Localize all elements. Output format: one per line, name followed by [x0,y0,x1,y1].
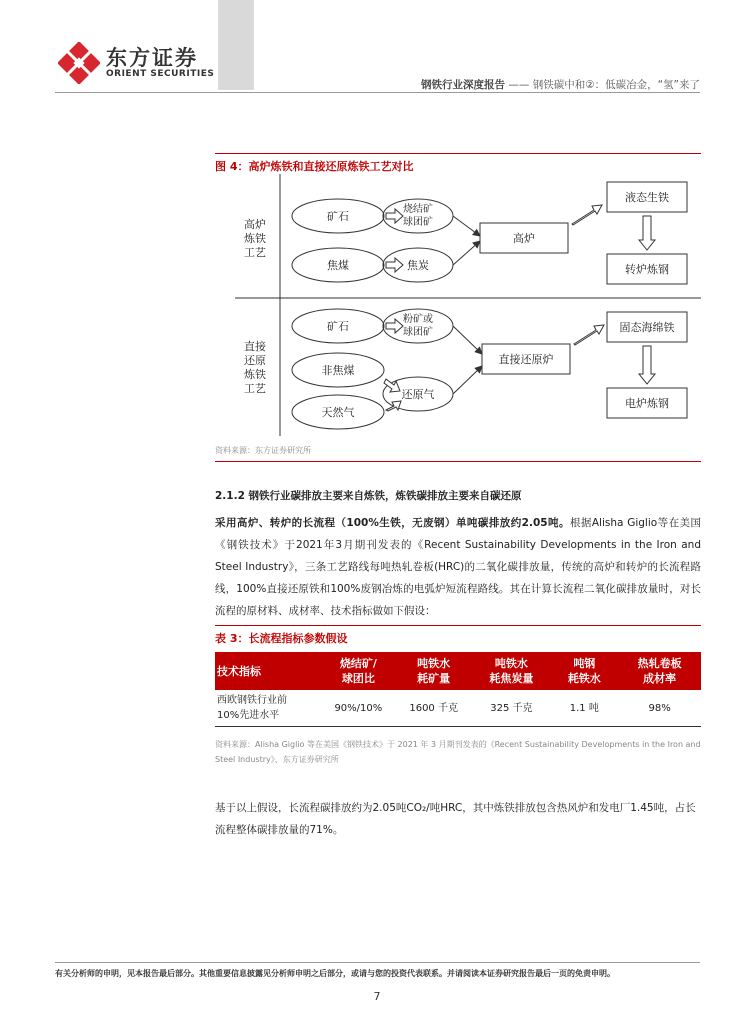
bf-row-label-2: 炼铁 [244,232,266,245]
paragraph-1-lead: 采用高炉、转炉的长流程（100%生铁，无废钢）单吨碳排放约2.05吨。 [215,517,570,529]
page-number: 7 [373,990,381,1003]
dr-row-label-2: 还原 [244,354,266,367]
report-title: 钢铁碳中和②：低碳冶金，“氢”来了 [532,79,700,91]
table-cell: 1.1 吨 [550,690,618,727]
header-decor-band [218,0,254,90]
table-cell: 90%/10% [322,690,395,727]
bf-output-liquid-iron-label: 液态生铁 [625,191,669,204]
header-separator: —— [508,79,530,91]
orient-logo-icon [58,42,100,84]
table-cell: 325 千克 [473,690,551,727]
table-3-source: 资料来源：Alisha Giglio 等在美国《钢铁技术》于 2021 年 3 月期刊发表的《Recent Sustainability Developments in the Iron and Steel Industry》、东方证券研究所 [215,740,701,764]
dr-output-sponge-label: 固态海绵铁 [619,321,675,334]
dr-mid-fine-ore-label: 粉矿或 [403,314,433,325]
bf-row-label-1: 高炉 [244,218,266,231]
bf-mid-pellet-label: 球团矿 [403,217,433,228]
bf-input-coal-label: 焦煤 [327,259,349,272]
footer-disclaimer: 有关分析师的申明，见本报告最后部分。其他重要信息披露见分析师申明之后部分，或请与您的投资代表联系。并请阅读本证券研究报告最后一页的免责申明。 [55,969,615,978]
bf-mid-sinter-label: 烧结矿 [403,204,433,215]
dr-row-label-1: 直接 [244,340,266,353]
dr-input-gas-label: 天然气 [321,406,355,419]
dr-input-non-coking-label: 非焦煤 [321,364,355,377]
dr-mid-pellet-label: 球团矿 [403,327,433,338]
paragraph-2: 基于以上假设，长流程碳排放约为2.05吨CO₂/吨HRC，其中炼铁排放包含热风炉和发电厂1.45吨，占长流程整体碳排放量的71%。 [215,802,696,836]
table-3-title: 表 3：长流程指标参数假设 [215,625,701,649]
table-header-row [215,652,701,690]
logo-chinese-name: 东方证券 [106,46,198,70]
header-rule [55,92,700,93]
table-row [215,690,701,727]
table-cell: 1600 千克 [395,690,473,727]
paragraph-1-body: 根据Alisha Giglio等在美国《钢铁技术》于2021年3月期刊发表的《Recent Sustainability Developments in the Iron and Steel Industry》，三条工艺路线每吨热轧卷板(HRC)的二氧化碳排放量，传统的高炉和转炉的长流程路线，100%直接还原铁和100%废钢冶炼的电弧炉短流程路线。其在计算长流程二氧化碳排放量时，对长流程的原材料、成材率、技术指标做如下假设： [215,517,701,617]
figure-4-title: 图 4：高炉炼铁和直接还原炼铁工艺对比 [215,153,701,177]
col-header: 热轧卷板 成材率 [618,652,701,690]
dr-furnace-label: 直接还原炉 [498,353,554,366]
bf-input-ore-label: 矿石 [327,210,349,223]
dr-output-eaf-label: 电炉炼钢 [625,397,669,410]
table-cell: 98% [618,690,701,727]
logo-english-name: ORIENT SECURITIES [106,69,215,79]
running-header [421,77,700,92]
paragraph-1 [215,512,701,622]
dr-mid-reducing-gas-label: 还原气 [401,388,435,401]
section-heading: 2.1.2 钢铁行业碳排放主要来自炼铁，炼铁碳排放主要来自碳还原 [215,490,522,502]
col-header: 吨铁水 耗焦炭量 [473,652,551,690]
col-header: 吨钢 耗铁水 [550,652,618,690]
parameter-table [215,652,701,727]
table-cell: 西欧钢铁行业前 10%先进水平 [215,690,322,727]
col-header: 吨铁水 耗矿量 [395,652,473,690]
figure-4-source: 资料来源：东方证券研究所 [215,443,701,462]
dr-row-label-4: 工艺 [244,382,266,395]
dr-input-ore-label: 矿石 [327,320,349,333]
dr-row-label-3: 炼铁 [244,368,266,381]
report-type: 钢铁行业深度报告 [421,79,506,91]
bf-mid-coke-label: 焦炭 [407,259,429,272]
col-header: 技术指标 [215,652,322,690]
footer-rule [55,962,700,963]
bf-output-converter-label: 转炉炼钢 [625,263,669,276]
bf-furnace-label: 高炉 [513,232,535,245]
col-header: 烧结矿/ 球团比 [322,652,395,690]
process-comparison-diagram [215,174,701,436]
bf-row-label-3: 工艺 [244,246,266,259]
